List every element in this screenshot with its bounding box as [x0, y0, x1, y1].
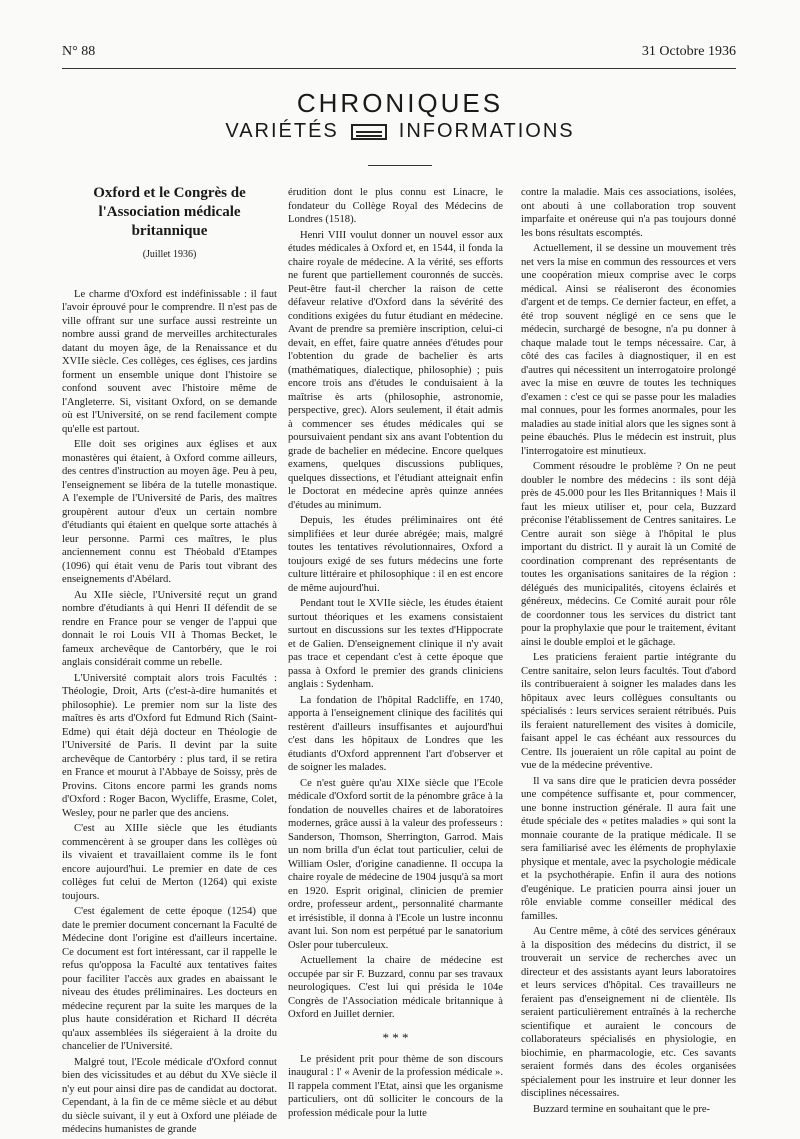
paragraph: Depuis, les études préliminaires ont été simplifiées et leur durée abrégée; mais, malgré toutes les tentatives révolutionnaires, Oxford a toujours exigé de ses futurs médecins une forte culture littéraire et philosophique : il en est encore de même aujourd'hui.: [288, 515, 503, 594]
column-3: [521, 186, 736, 1118]
paragraph: C'est au XIIIe siècle que les étudiants commencèrent à se grouper dans les collèges où ils vivaient et travaillaient comme ils le font encore aujourd'hui. Le premier en date de ces collèges fut celui de Merton (1264) qui existe toujours.: [62, 823, 277, 902]
column-1: [62, 186, 277, 1139]
paragraph: Comment résoudre le problème ? On ne peut doubler le nombre des médecins : ils sont déjà près de 45.000 pour les Iles Britanniques ! Mais il faut les mieux utiliser et, pour cela, Buzzard préconise l'établissement de Centres sanitaires. Le Centre aurait son siège à l'hôpital le plus important du district. Il y aurait là un Comité de coordination comprenant des représentants de toutes les organisations sanitaires de la région : délégués des municipalités, citoyens éclairés et généreux, médecins. Ce Comité aurait pour rôle de coordonner tous les services du district tant pour la prophylaxie que pour le traitement, évitant ainsi le double emploi et le gâchage.: [521, 461, 736, 648]
masthead-chroniques: CHRONIQUES: [296, 88, 504, 118]
paragraph: Pendant tout le XVIIe siècle, les études étaient surtout théoriques et les examens consistaient surtout en discussions sur les textes d'Hippocrate et de Galien. D'enseignement clinique il n'y avait pas trace et cependant c'est à cette époque que passa à Oxford le premier des grands cliniciens anglais : Sydenham.: [288, 598, 503, 690]
paragraph: Il va sans dire que le praticien devra posséder une compétence suffisante et, pour commencer, une bonne instruction générale. Il aura fait une étude spéciale des « petites maladies » qui sont la monnaie courante de la pratique médicale. Il se sera familiarisé avec les éléments de prophylaxie physique et mentale, avec la psychologie médicale et la psychothérapie. Enfin il aura des notions d'eugénique. Le praticien pourra ainsi jouer un rôle enviable comme conseiller médical des familles.: [521, 775, 736, 922]
paragraph: Le charme d'Oxford est indéfinissable : il faut l'avoir éprouvé pour le comprendre. Il n'est pas de ville offrant sur une surface aussi restreinte un nombre aussi grand de merveilles architecturales datant du moyen âge, de la Renaissance et du XVIIe siècle. Ces collèges, ces églises, ces jardins forment un ensemble unique dont l'histoire se confond souvent avec l'histoire même de l'Angleterre. Si, visitant Oxford, on se demande où est l'Université, on se rend facilement compte qu'elle est partout.: [62, 288, 277, 435]
masthead-varietes: VARIÉTÉS: [225, 120, 339, 142]
paragraph: C'est également de cette époque (1254) que date le premier document concernant la Faculté de Médecine dont l'origine est d'ailleurs incertaine. Ce document est fort intéressant, car il rappelle le refus qu'opposa la Faculté aux tentatives faites pour faciliter l'accès aux grades en abaissant le niveau des études préliminaires. Les docteurs en médecine reçurent par la suite les marques de la plus haute considération et Richard II décréta qu'aux assemblées ils siégeraient à la droite du chancelier de l'Université.: [62, 906, 277, 1052]
masthead: [0, 88, 800, 166]
paragraph: Buzzard termine en souhaitant que le pre-: [533, 1103, 711, 1115]
paragraph: Le président prit pour thème de son discours inaugural : l' « Avenir de la profession médicale ». Il rappela comment l'Etat, ainsi que les organisme particuliers, ont dû solliciter le concours de la profession médicale pour la lutte: [288, 1053, 503, 1119]
paragraph: Ce n'est guère qu'au XIXe siècle que l'Ecole médicale d'Oxford sortit de la pénombre grâce à la fondation de nouvelles chaires et de laboratoires modernes, grâce aussi à la valeur des professeurs : Sanderson, Thomson, Sherrington, Garrod. Mais un nom brilla d'un éclat tout particulier, celui de William Osler, d'origine canadienne. Il occupa la chaire royale de médecine de 1904 jusqu'à sa mort en 1920. Esprit original, clinicien de premier ordre, professeur ardent,, personnalité charmante et irrésistible, il donna à l'Ecole un lustre inconnu avant lui. Son nom est perpétué par le sanatorium Osler pour tuberculeux.: [288, 777, 503, 951]
paragraph: érudition dont le plus connu est Linacre, le fondateur du Collège Royal des Médecins de Londres (1518).: [288, 187, 503, 225]
header-rule: [62, 68, 736, 69]
article-date: (Juillet 1936): [142, 249, 197, 260]
paragraph: Les praticiens feraient partie intégrante du Centre sanitaire, selon leurs facultés. Tout d'abord ils contribueraient à soigner les malades dans les hôpitaux avec leurs collègues consultants ou spécialisés : leurs services seraient rétribués. Puis ils feraient naturellement des visites à domicile, faisant appel le cas échéant aux ressources du Centre. Ils joueraient un rôle capital au point de vue de la médecine préventive.: [521, 652, 736, 771]
paragraph: Actuellement, il se dessine un mouvement très net vers la mise en commun des ressources et vers une coopération mieux comprise avec le corps médical. Ainsi se réaliseront des économies d'argent et de temps. Ce dernier facteur, en effet, a été trop souvent négligé en ce sens que le médecin, surchargé de besogne, n'a pu donner à chaque malade tout le temps nécessaire. Car, à côté des cas faciles à diagnostiquer, il en est d'autres qui nécessitent un interrogatoire prolongé avec la mise en œuvre de toutes les techniques d'examen : c'est ce qui se passe pour les maladies mal connues, pour les formes anormales, pour les maladies au stade initial alors que les signes sont à peine ébauchés. Plus le médecin est instruit, plus l'interrogatoire est minutieux.: [521, 243, 736, 457]
issue-number: N° 88: [62, 44, 96, 59]
section-separator: * * *: [382, 1029, 409, 1045]
masthead-rule: [368, 165, 432, 166]
issue-date: 31 Octobre 1936: [641, 44, 736, 59]
masthead-subtitle: [0, 120, 800, 143]
paragraph: Au XIIe siècle, l'Université reçut un grand nombre d'étudiants à qui Henri II défendit de se rendre en France pour se venger de l'appui que donnait le roi Louis VII à Thomas Becket, le fameux archevêque de Cantorbéry, que le roi anglais considérait comme un rebelle.: [62, 589, 277, 668]
paragraph: La fondation de l'hôpital Radcliffe, en 1740, apporta à l'enseignement clinique des facilités qui restèrent d'ailleurs insuffisantes et aujourd'hui c'est dans les hôpitaux de Londres que les étudiants d'Oxford apprennent l'art d'observer et de soigner les malades.: [288, 694, 503, 773]
paragraph: L'Université comptait alors trois Facultés : Théologie, Droit, Arts (c'est-à-dire humanités et philosophie). Le premier nom sur la liste des maîtres ès arts d'Oxford fut Edmund Rich (Saint-Edme) qui était déjà docteur en Théologie de l'Université de Paris. Il devint par la suite archevêque de Cantorbéry : plus tard, il se retira en France et mourut à l'Abbaye de Soissy, près de Provins. Citons encore parmi les grands noms d'Oxford : Roger Bacon, Wycliffe, Erasme, Colet, Wesley, pour ne parler que des anciens.: [62, 672, 277, 819]
paragraph: Au Centre même, à côté des services généraux à la disposition des médecins du district, il se trouverait un service de recherches avec un directeur et des assistants ayant leurs laboratoires et leurs services d'hôpital. Ces travailleurs ne feraient pas d'enseignement ni de clientèle. Ils seraient particulièrement entraînés à la recherche scientifique et auraient le concours de collaborateurs spécialisés en physiologie, en biochimie, en pharmacologie, etc. Ces savants seraient formés dans des écoles organisées spécialement pour les instruire et leur donner les disciplines nécessaires.: [521, 926, 736, 1099]
paragraph: Elle doit ses origines aux églises et aux monastères qui étaient, à Oxford comme ailleurs, des centres d'instruction au moyen âge. Peu à peu, l'enseignement se libéra de la tutelle monastique. A l'exemple de l'Université de Paris, des maîtres groupèrent autour d'eux un certain nombre d'étudiants qui étaient en quelque sorte attachés à leur personne. Parmi ces maîtres, le plus anciennement connu est Théobald d'Etampes (1096) qui était venu de Paris tout vibrant des enseignements d'Abélard.: [62, 439, 277, 585]
column-2: [288, 186, 503, 1122]
paragraph: Henri VIII voulut donner un nouvel essor aux études médicales à Oxford et, en 1544, il fonda la chaire royale de médecine. A la vérité, ses efforts ne furent que partiellement couronnés de succès. Peut-être faut-il chercher la raison de cette défaveur relative d'Oxford dans la sévérité des conditions exigées du futur étudiant en médecine. Avant de prendre sa première inscription, celui-ci devait, en effet, faire quatre années d'études pour l'obtention du grade de bachelier ès arts (mathématiques, dialectique, philosophie) ; puis encore trois ans d'études le conduisaient à la maîtrise ès arts (philosophie, astronomie, perspective, grec). Alors seulement, il était admis à commencer ses études médicales qui se poursuivaient pendant six ans avant l'obtention du grade de bachelier en médecine. Encore quelques examens, quelques discussions publiques, quelques dissections, et l'étudiant atteignait enfin le Doctorat en médecine après quinze années d'études au minimum.: [288, 229, 503, 511]
paragraph: Malgré tout, l'Ecole médicale d'Oxford connut bien des vicissitudes et au début du XVe siècle il n'y eut pour ainsi dire pas de candidat au doctorat. Cependant, à la fin de ce même siècle et au début du siècle suivant, il y eut à Oxford une pléiade de médecins humanistes de grande: [62, 1056, 277, 1135]
paragraph: contre la maladie. Mais ces associations, isolées, ont abouti à une collaboration trop souvent imparfaite et onéreuse qui n'a pas toujours donné les bons résultats escomptés.: [521, 187, 736, 239]
paragraph: Actuellement la chaire de médecine est occupée par sir F. Buzzard, connu par ses travaux neurologiques. C'est lui qui présida le 104e Congrès de l'Association médicale britannique à Oxford en Juillet dernier.: [288, 955, 503, 1020]
ornament-icon: [351, 124, 387, 140]
article-title: Oxford et le Congrès de l'Association médicale britannique: [93, 185, 246, 239]
masthead-informations: INFORMATIONS: [398, 120, 575, 142]
